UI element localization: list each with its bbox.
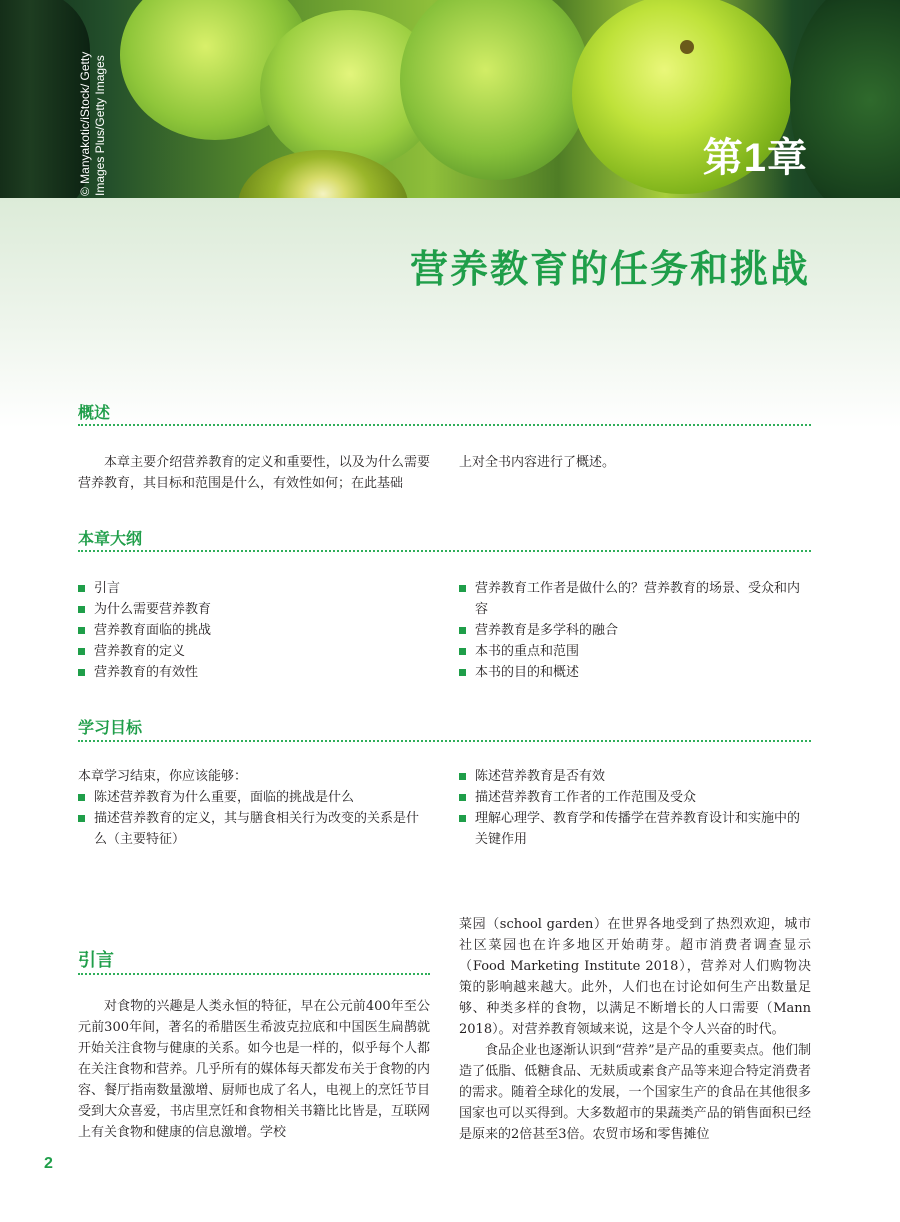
photo-credit: © Manyakotic/iStock/ Getty Images Plus/Getty Images	[78, 51, 107, 196]
bullet-square-icon	[459, 815, 466, 822]
outline-list-left	[78, 578, 430, 683]
lettuce-leaf	[400, 0, 590, 180]
cucumber-shape	[0, 0, 90, 198]
list-item: 为什么需要营养教育	[78, 599, 430, 620]
section-divider	[78, 973, 430, 975]
section-divider	[78, 424, 811, 426]
list-item: 本书的重点和范围	[459, 641, 811, 662]
bullet-square-icon	[78, 585, 85, 592]
list-item: 描述营养教育工作者的工作范围及受众	[459, 787, 811, 808]
bullet-square-icon	[78, 606, 85, 613]
bullet-square-icon	[78, 669, 85, 676]
intro-paragraph-right-1: 菜园（school garden）在世界各地受到了热烈欢迎，城市社区菜园也在许多地区开始萌芽。超市消费者调查显示（Food Marketing Institute 2018），营养对人们购物决策的影响越来越大。此外，人们也在讨论如何生产出数量足够、种类多样的食物，以满足不断增长的人口需要（Mann 2018）。对营养教育领域来说，这是个令人兴奋的时代。	[459, 917, 811, 1037]
section-divider	[78, 550, 811, 552]
list-item: 描述营养教育的定义，其与膳食相关行为改变的关系是什么（主要特征）	[78, 808, 430, 850]
list-item: 营养教育面临的挑战	[78, 620, 430, 641]
outline-list-right	[459, 578, 811, 683]
chapter-banner-photo	[0, 0, 900, 198]
list-item: 引言	[78, 578, 430, 599]
list-item: 营养教育工作者是做什么的？营养教育的场景、受众和内容	[459, 578, 811, 620]
overview-heading: 概述	[78, 403, 111, 422]
objectives-intro: 本章学习结束，你应该能够：	[78, 769, 248, 784]
list-item: 本书的目的和概述	[459, 662, 811, 683]
bullet-square-icon	[459, 773, 466, 780]
objectives-list-left	[78, 787, 430, 850]
bullet-square-icon	[78, 794, 85, 801]
list-item: 营养教育的有效性	[78, 662, 430, 683]
overview-text-col2: 上对全书内容进行了概述。	[459, 455, 616, 470]
intro-heading: 引言	[78, 950, 114, 971]
bullet-square-icon	[459, 627, 466, 634]
section-divider	[78, 740, 811, 742]
bullet-square-icon	[78, 648, 85, 655]
list-item: 理解心理学、教育学和传播学在营养教育设计和实施中的关键作用	[459, 808, 811, 850]
list-item: 陈述营养教育为什么重要，面临的挑战是什么	[78, 787, 430, 808]
outline-heading: 本章大纲	[78, 529, 143, 548]
title-background	[0, 198, 900, 428]
objectives-heading: 学习目标	[78, 718, 143, 737]
chapter-title: 营养教育的任务和挑战	[409, 247, 810, 291]
bullet-square-icon	[459, 669, 466, 676]
list-item: 营养教育是多学科的融合	[459, 620, 811, 641]
intro-paragraph-left: 对食物的兴趣是人类永恒的特征，早在公元前400年至公元前300年间，著名的希腊医生希波克拉底和中国医生扁鹊就开始关注食物与健康的关系。如今也是一样的，似乎每个人都在关注食物和营养。几乎所有的媒体每天都发布关于食物的内容、餐厅指南数量激增、厨师也成了名人，电视上的烹饪节目受到大众喜爱，书店里烹饪和食物相关书籍比比皆是，互联网上有关食物和健康的信息激增。学校	[78, 999, 430, 1140]
apple-stem	[680, 40, 694, 54]
chapter-number: 第1章	[702, 136, 808, 180]
objectives-list-right	[459, 766, 811, 850]
page-number: 2	[44, 1155, 53, 1172]
bullet-square-icon	[78, 815, 85, 822]
bullet-square-icon	[78, 627, 85, 634]
bullet-square-icon	[459, 585, 466, 592]
list-item: 营养教育的定义	[78, 641, 430, 662]
intro-paragraph-right-2: 食品企业也逐渐认识到“营养”是产品的重要卖点。他们制造了低脂、低糖食品、无麸质或素食产品等来迎合特定消费者的需求。随着全球化的发展，一个国家生产的食品在其他很多国家也可以买得到。大多数超市的果蔬类产品的销售面积已经是原来的2倍甚至3倍。农贸市场和零售摊位	[459, 1043, 811, 1142]
overview-text-col1: 本章主要介绍营养教育的定义和重要性，以及为什么需要营养教育，其目标和范围是什么，有效性如何；在此基础	[78, 455, 430, 491]
bullet-square-icon	[459, 648, 466, 655]
list-item: 陈述营养教育是否有效	[459, 766, 811, 787]
bullet-square-icon	[459, 794, 466, 801]
